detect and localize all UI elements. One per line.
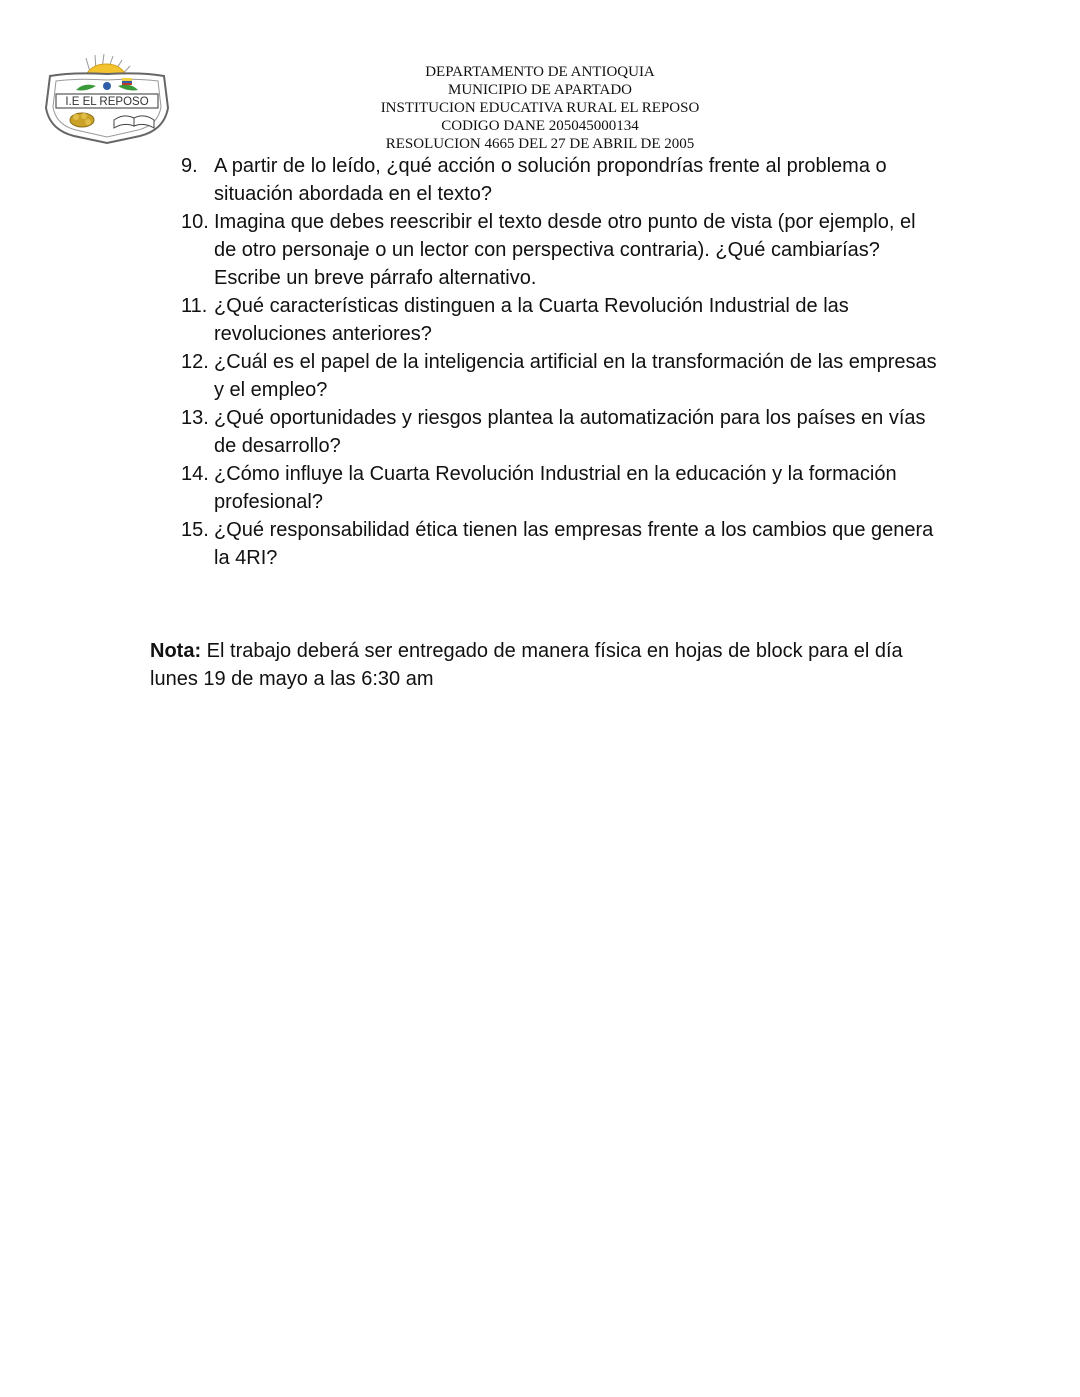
- institution-header: [0, 63, 1080, 153]
- submission-note: [150, 637, 930, 693]
- question-item: [181, 404, 941, 460]
- question-list: [181, 152, 941, 572]
- question-number: 11.: [181, 295, 208, 317]
- question-item: [181, 460, 941, 516]
- question-text: ¿Qué oportunidades y riesgos plantea la automatización para los países en vías de desarrollo?: [214, 407, 926, 457]
- question-text: ¿Qué responsabilidad ética tienen las empresas frente a los cambios que genera la 4RI?: [214, 519, 934, 569]
- header-institution: INSTITUCION EDUCATIVA RURAL EL REPOSO: [380, 100, 700, 116]
- question-number: 10.: [181, 211, 209, 233]
- note-label: Nota:: [150, 640, 202, 662]
- note-text: El trabajo deberá ser entregado de manera física en hojas de block para el día lunes 19 de mayo a las 6:30 am: [150, 640, 903, 690]
- question-text: A partir de lo leído, ¿qué acción o solución propondrías frente al problema o situación abordada en el texto?: [214, 155, 887, 205]
- header-department: DEPARTAMENTO DE ANTIOQUIA: [425, 64, 655, 80]
- question-number: 12.: [181, 351, 209, 373]
- question-number: 15.: [181, 519, 209, 541]
- question-item: [181, 348, 941, 404]
- logo-text: I.E EL REPOSO: [65, 96, 149, 108]
- question-item: [181, 152, 941, 208]
- question-text: ¿Cuál es el papel de la inteligencia artificial en la transformación de las empresas y el empleo?: [214, 351, 937, 401]
- header-dane-code: CODIGO DANE 205045000134: [441, 118, 639, 134]
- question-number: 13.: [181, 407, 209, 429]
- question-item: [181, 208, 941, 292]
- question-text: Imagina que debes reescribir el texto desde otro punto de vista (por ejemplo, el de otro personaje o un lector con perspectiva contraria). ¿Qué cambiarías? Escribe un breve párrafo alternativo.: [214, 211, 916, 289]
- question-text: ¿Qué características distinguen a la Cuarta Revolución Industrial de las revoluciones anteriores?: [214, 295, 849, 345]
- question-number: 9.: [181, 155, 198, 177]
- question-item: [181, 292, 941, 348]
- header-resolution: RESOLUCION 4665 DEL 27 DE ABRIL DE 2005: [385, 136, 695, 152]
- question-item: [181, 516, 941, 572]
- question-number: 14.: [181, 463, 209, 485]
- header-municipality: MUNICIPIO DE APARTADO: [447, 82, 633, 98]
- question-text: ¿Cómo influye la Cuarta Revolución Industrial en la educación y la formación profesional?: [214, 463, 897, 513]
